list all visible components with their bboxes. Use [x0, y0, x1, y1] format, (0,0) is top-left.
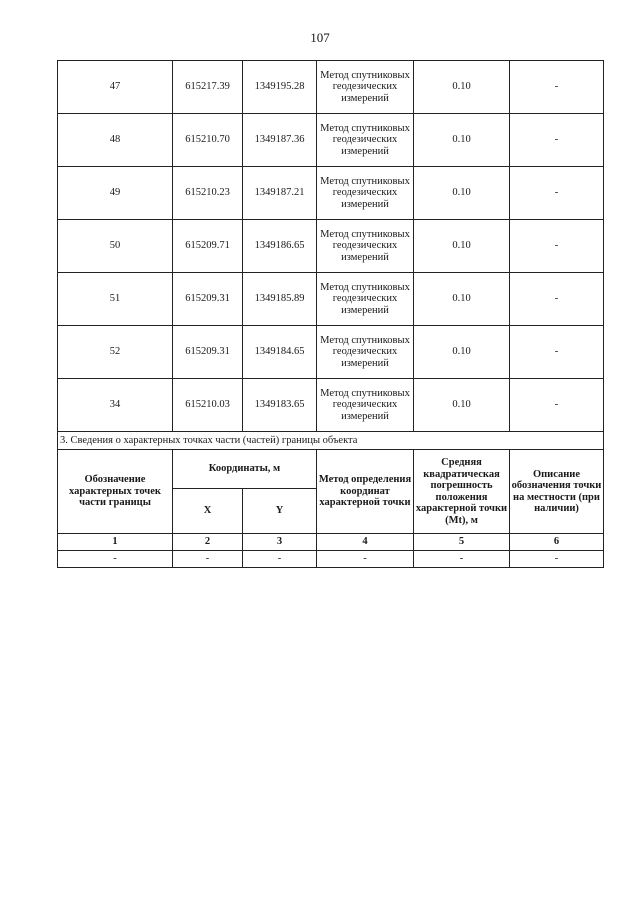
table-row — [58, 61, 604, 114]
method-cell: Метод спутниковых геодезических измерений — [317, 273, 414, 326]
header-designation: Обозначение характерных точек части границы — [58, 450, 173, 534]
method-cell: Метод спутниковых геодезических измерений — [317, 114, 414, 167]
table-row — [58, 114, 604, 167]
header-mt: Средняя квадратическая погрешность положения характерной точки (Mt), м — [414, 450, 510, 534]
coord-x-cell: 615210.23 — [173, 167, 243, 220]
description-cell: - — [510, 220, 604, 273]
column-number: 5 — [414, 534, 510, 551]
section-3-row — [58, 432, 604, 450]
description-cell: - — [510, 167, 604, 220]
table-row — [58, 220, 604, 273]
coord-x-cell: 615210.70 — [173, 114, 243, 167]
coord-x-cell: 615210.03 — [173, 379, 243, 432]
coord-x-cell: 615209.71 — [173, 220, 243, 273]
column-number: 4 — [317, 534, 414, 551]
coord-y-cell: 1349186.65 — [243, 220, 317, 273]
mt-cell: 0.10 — [414, 220, 510, 273]
coord-y-cell: 1349187.21 — [243, 167, 317, 220]
header-method: Метод определения координат характерной точки — [317, 450, 414, 534]
point-id-cell: 52 — [58, 326, 173, 379]
mt-cell: 0.10 — [414, 114, 510, 167]
point-id-cell: 49 — [58, 167, 173, 220]
coord-x-cell: 615217.39 — [173, 61, 243, 114]
mt-cell: 0.10 — [414, 379, 510, 432]
coordinates-table — [57, 60, 604, 568]
mt-cell: 0.10 — [414, 273, 510, 326]
header-coordinates: Координаты, м — [173, 450, 317, 489]
table-row — [58, 273, 604, 326]
coord-y-cell: 1349185.89 — [243, 273, 317, 326]
table-row — [58, 326, 604, 379]
description-cell: - — [510, 273, 604, 326]
method-cell: Метод спутниковых геодезических измерений — [317, 220, 414, 273]
description-cell: - — [510, 114, 604, 167]
method-cell: Метод спутниковых геодезических измерений — [317, 379, 414, 432]
coord-y-cell: 1349195.28 — [243, 61, 317, 114]
table-row — [58, 379, 604, 432]
coord-y-cell: 1349187.36 — [243, 114, 317, 167]
table-cell: - — [414, 551, 510, 568]
column-number: 1 — [58, 534, 173, 551]
table-cell: - — [58, 551, 173, 568]
point-id-cell: 48 — [58, 114, 173, 167]
header-x: X — [173, 489, 243, 534]
coord-x-cell: 615209.31 — [173, 273, 243, 326]
description-cell: - — [510, 379, 604, 432]
mt-cell: 0.10 — [414, 167, 510, 220]
method-cell: Метод спутниковых геодезических измерений — [317, 167, 414, 220]
column-numbers-row — [58, 534, 604, 551]
method-cell: Метод спутниковых геодезических измерений — [317, 326, 414, 379]
column-number: 2 — [173, 534, 243, 551]
section-3-title: 3. Сведения о характерных точках части (частей) границы объекта — [58, 432, 604, 450]
method-cell: Метод спутниковых геодезических измерений — [317, 61, 414, 114]
table-cell: - — [317, 551, 414, 568]
coord-y-cell: 1349184.65 — [243, 326, 317, 379]
coord-y-cell: 1349183.65 — [243, 379, 317, 432]
point-id-cell: 51 — [58, 273, 173, 326]
description-cell: - — [510, 326, 604, 379]
section-3-header-row — [58, 450, 604, 489]
mt-cell: 0.10 — [414, 61, 510, 114]
table-row — [58, 167, 604, 220]
empty-data-row — [58, 551, 604, 568]
coord-x-cell: 615209.31 — [173, 326, 243, 379]
table-cell: - — [510, 551, 604, 568]
table-cell: - — [243, 551, 317, 568]
point-id-cell: 34 — [58, 379, 173, 432]
column-number: 3 — [243, 534, 317, 551]
page-number: 107 — [310, 30, 330, 45]
column-number: 6 — [510, 534, 604, 551]
mt-cell: 0.10 — [414, 326, 510, 379]
point-id-cell: 47 — [58, 61, 173, 114]
table-cell: - — [173, 551, 243, 568]
header-y: Y — [243, 489, 317, 534]
point-id-cell: 50 — [58, 220, 173, 273]
coordinates-table-body — [58, 61, 604, 432]
description-cell: - — [510, 61, 604, 114]
header-description: Описание обозначения точки на местности (при наличии) — [510, 450, 604, 534]
